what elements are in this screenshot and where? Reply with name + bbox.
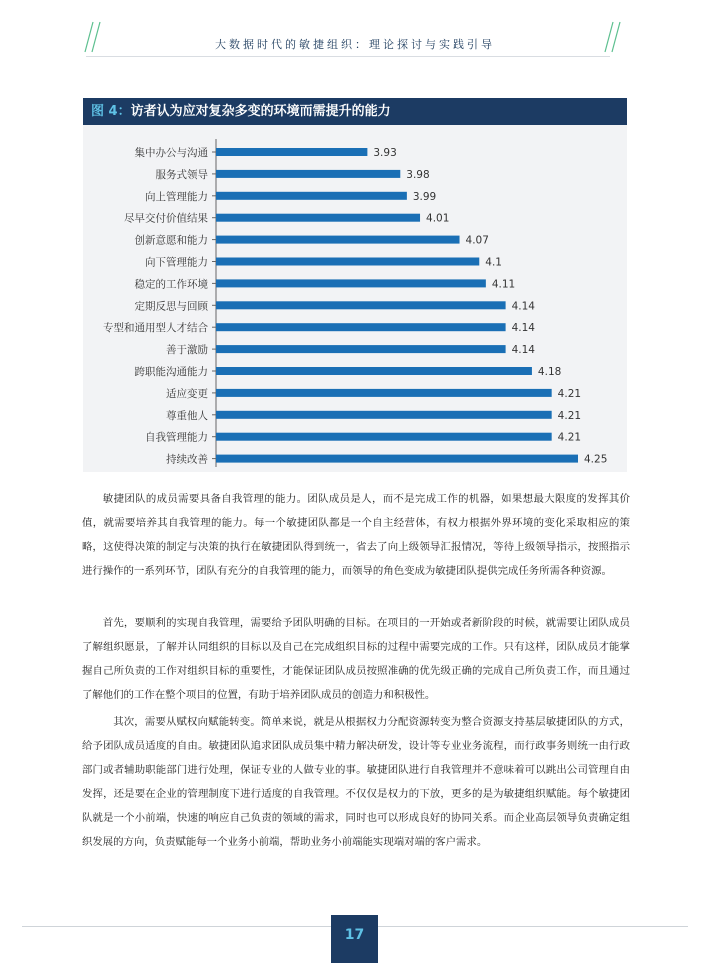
value-label: 4.21 [557,387,582,400]
bar [216,236,460,244]
value-label: 3.98 [406,168,430,181]
paragraph-empowerment: 其次，需要从赋权向赋能转变。简单来说，就是从根据权力分配资源转变为整合资源支持基层敏捷团队的方式，给予团队成员适度的自由。敏捷团队追求团队成员集中精力解决研发，设计等专业业务流程，而行政事务则统一由行政部门或者辅助职能部门进行处理，保证专业的人做专业的事。敏捷团队进行自我管理并不意味着可以跳出公司管理自由发挥，还是要在企业的管理制度下进行适度的自我管理。不仅仅是权力的下放，更多的是为敏捷组织赋能。每个敏捷团队就是一个小前端，快速的响应自己负责的领域的需求，同时也可以形成良好的协同关系。而企业高层领导负责确定组织发展的方向，负责赋能每一个业务小前端，帮助业务小前端能实现端对端的客户需求。 [82,716,630,848]
value-label: 4.07 [465,234,489,247]
category-label: 集中办公与沟通 [134,147,208,159]
figure-title: 访者认为应对复杂多变的环境而需提升的能力 [130,104,391,119]
figure-title-banner [83,98,627,125]
bar [216,323,506,331]
paragraph-self-management: 敏捷团队的成员需要具备自我管理的能力。团队成员是人，而不是完成工作的机器，如果想最大限度的发挥其价值，就需要培养其自我管理的能力。每一个敏捷团队都是一个自主经营体，有权力根据外界环境的变化采取相应的策略，这使得决策的制定与决策的执行在敏捷团队得到统一，省去了向上级领导汇报情况，等待上级领导指示，按照指示进行操作的一系列环节，团队有充分的自我管理的能力，而领导的角色变成为敏捷团队提供完成任务所需各种资源。 [82,493,630,577]
category-label: 定期反思与回顾 [134,300,208,313]
bar [216,192,407,200]
category-label: 创新意愿和能力 [134,234,208,247]
bar [216,455,578,463]
value-label: 4.21 [557,431,582,444]
category-label: 尽早交付价值结果 [124,212,208,225]
category-label: 稳定的工作环境 [134,278,208,291]
bar [216,170,400,178]
category-label: 适应变更 [166,387,208,400]
value-label: 4.14 [511,344,535,357]
category-label: 跨职能沟通能力 [134,366,208,378]
category-label: 专型和通用型人才结合 [103,322,208,335]
value-label: 4.01 [426,212,450,225]
bar [216,279,486,287]
value-label: 4.25 [584,453,608,466]
category-label: 向上管理能力 [145,190,208,203]
value-label: 4.11 [491,278,516,291]
category-label: 善于激励 [166,344,208,357]
value-label: 3.93 [373,147,397,159]
bar [216,345,506,353]
figure-number: 图 4： [91,104,131,119]
bar [216,258,479,266]
bar [216,389,552,397]
category-label: 持续改善 [166,453,208,466]
bar [216,214,420,222]
right-slash-decoration [604,20,622,54]
value-label: 4.1 [485,256,502,269]
page-number: 17 [344,927,365,943]
value-label: 4.14 [511,300,535,313]
bar [216,301,506,309]
category-label: 向下管理能力 [145,256,208,269]
value-label: 4.18 [537,366,562,378]
bar [216,411,552,419]
bar [216,148,367,156]
running-header-title: 大数据时代的敏捷组织：理论探讨与实践引导 [215,38,495,51]
value-label: 4.14 [511,322,535,335]
chart-panel [83,125,627,472]
bar [216,367,532,375]
category-label: 尊重他人 [166,409,208,422]
value-label: 4.21 [557,409,582,422]
value-label: 3.99 [412,190,437,203]
paragraph-clear-goals: 首先，要顺利的实现自我管理，需要给予团队明确的目标。在项目的一开始或者新阶段的时候，就需要让团队成员了解组织愿景，了解并认同组织的目标以及自己在完成组织目标的过程中需要完成的工作。只有这样，团队成员才能掌握自己所负责的工作对组织目标的重要性，才能保证团队成员按照准确的优先级正确的完成自己所负责工作，而且通过了解他们的工作在整个项目的位置，有助于培养团队成员的创造力和积极性。 [82,617,630,701]
page-number-box [331,915,378,963]
category-label: 服务式领导 [155,168,208,181]
header-rule [86,56,610,57]
bar-chart [83,125,627,472]
bar [216,433,552,441]
category-label: 自我管理能力 [145,431,208,444]
